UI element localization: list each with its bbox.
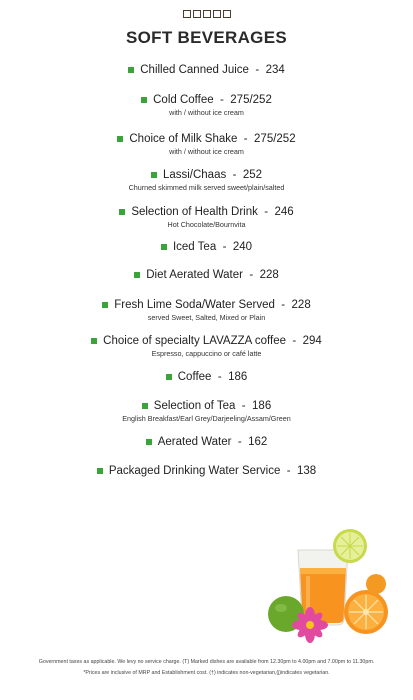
item-price: 234 (265, 64, 285, 76)
menu-item: Diet Aerated Water - 228 (0, 269, 413, 281)
green-bullet-icon (146, 439, 152, 445)
deco-square (193, 10, 201, 18)
menu-item: Coffee - 186 (0, 371, 413, 383)
item-name: Aerated Water (157, 436, 232, 448)
menu-item: Packaged Drinking Water Service - 138 (0, 465, 413, 477)
green-bullet-icon (142, 403, 148, 409)
green-bullet-icon (102, 302, 108, 308)
item-price: 275/252 (230, 94, 272, 106)
item-price: 228 (259, 269, 279, 281)
green-bullet-icon (119, 209, 125, 215)
green-bullet-icon (141, 97, 147, 103)
lime-slice-icon (333, 529, 367, 563)
orange-half-icon (344, 590, 388, 634)
item-name: Selection of Health Drink (131, 206, 258, 218)
deco-square (183, 10, 191, 18)
menu-item: Choice of specialty LAVAZZA coffee - 294 Espresso, cappuccino or café latte (0, 335, 413, 358)
menu-item: Fresh Lime Soda/Water Served - 228 served Sweet, Salted, Mixed or Plain (0, 299, 413, 322)
item-price: 186 (252, 400, 272, 412)
menu-item: Cold Coffee - 275/252 with / without ice cream (0, 94, 413, 117)
menu-item: Chilled Canned Juice - 234 (0, 64, 413, 76)
item-name: Selection of Tea (153, 400, 236, 412)
deco-square (223, 10, 231, 18)
menu-item: Choice of Milk Shake - 275/252 with / without ice cream (0, 133, 413, 156)
green-bullet-icon (117, 136, 123, 142)
item-description: served Sweet, Salted, Mixed or Plain (147, 313, 266, 322)
green-bullet-icon (134, 272, 140, 278)
item-name: Lassi/Chaas (162, 169, 227, 181)
item-name: Choice of specialty LAVAZZA coffee (103, 335, 286, 347)
item-name: Iced Tea (172, 241, 217, 253)
item-name: Diet Aerated Water (146, 269, 243, 281)
item-description: with / without ice cream (169, 108, 244, 117)
item-price: 275/252 (254, 133, 296, 145)
green-bullet-icon (91, 338, 97, 344)
green-bullet-icon (161, 244, 167, 250)
item-price: 186 (228, 371, 248, 383)
menu-item: Lassi/Chaas - 252 Churned skimmed milk served sweet/plain/salted (0, 169, 413, 192)
item-name: Fresh Lime Soda/Water Served (114, 299, 275, 311)
item-description: with / without ice cream (169, 147, 244, 156)
item-price: 240 (232, 241, 253, 253)
green-bullet-icon (151, 172, 157, 178)
item-name: Cold Coffee (153, 94, 214, 106)
juice-fruit-illustration (262, 528, 392, 643)
item-name: Packaged Drinking Water Service (108, 465, 281, 477)
item-description: Churned skimmed milk served sweet/plain/salted (128, 183, 285, 192)
deco-square (203, 10, 211, 18)
item-description: English Breakfast/Earl Grey/Darjeeling/Assam/Green (122, 414, 291, 423)
item-price: 246 (274, 206, 294, 218)
item-description: Hot Chocolate/Bournvita (167, 220, 246, 229)
item-price: 138 (296, 465, 317, 477)
green-bullet-icon (97, 468, 103, 474)
decorative-squares (0, 10, 413, 18)
menu-item: Aerated Water - 162 (0, 436, 413, 448)
item-price: 294 (302, 335, 322, 347)
item-price: 162 (248, 436, 268, 448)
green-bullet-icon (166, 374, 172, 380)
footer-note-1: Government taxes as applicable. We levy no service charge. (T) Marked dishes are available from 12.30pm to 4.00pm and 7.00pm to 11.30pm. (38, 659, 375, 665)
item-name: Coffee (177, 371, 212, 383)
menu-item: Iced Tea - 240 (0, 241, 413, 253)
page-title: SOFT BEVERAGES (125, 28, 287, 47)
menu-item: Selection of Health Drink - 246 Hot Chocolate/Bournvita (0, 206, 413, 229)
deco-square (213, 10, 221, 18)
item-price: 228 (291, 299, 311, 311)
item-name: Choice of Milk Shake (129, 133, 238, 145)
item-price: 252 (242, 169, 263, 181)
green-bullet-icon (128, 67, 134, 73)
item-name: Chilled Canned Juice (140, 64, 249, 76)
footer-note-2: *Prices are inclusive of MRP and Establishment cost. (†) indicates non-vegetarian,(j)indicates vegetarian. (83, 670, 330, 676)
menu-item: Selection of Tea - 186 English Breakfast/Earl Grey/Darjeeling/Assam/Green (0, 400, 413, 423)
item-description: Espresso, cappuccino or café latte (151, 349, 262, 358)
orange-icon (366, 574, 386, 594)
